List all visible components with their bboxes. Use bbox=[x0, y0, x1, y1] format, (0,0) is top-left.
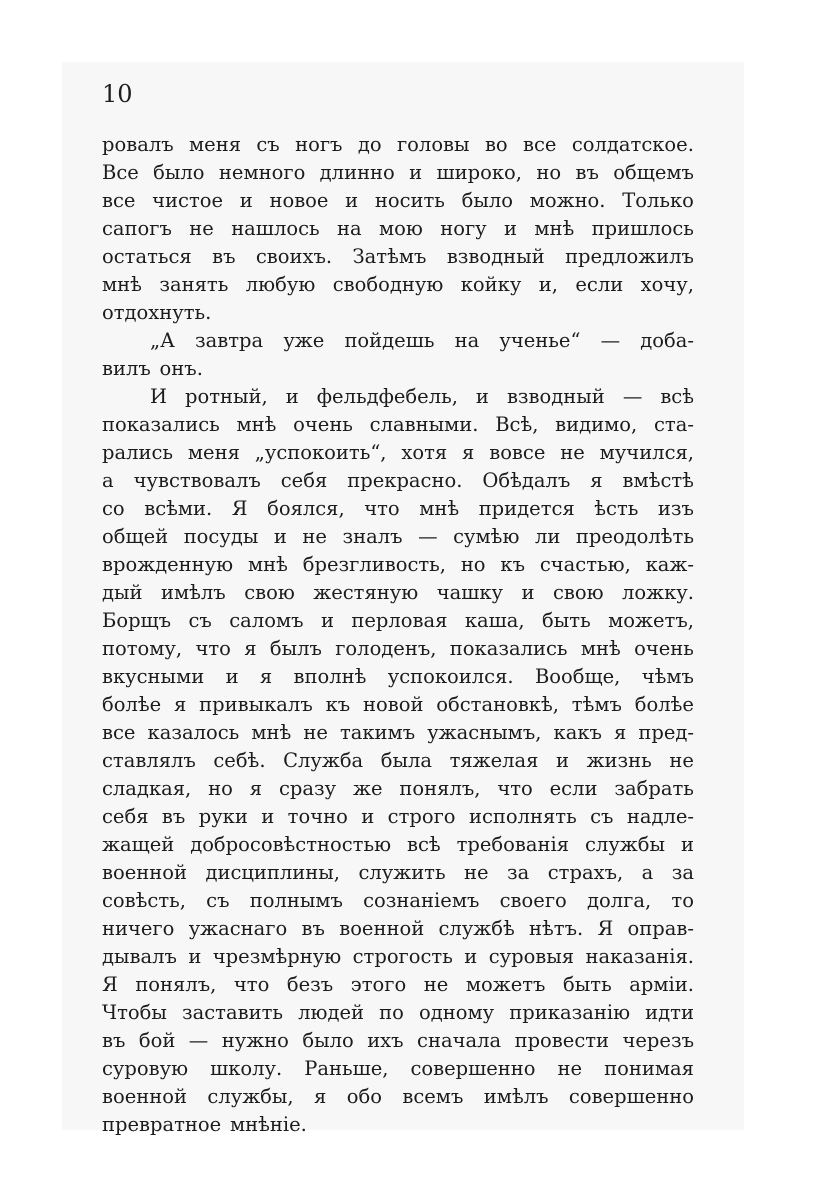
text-line: Я понялъ, что безъ этого не можетъ быть арміи. bbox=[102, 973, 694, 996]
body-text bbox=[102, 131, 694, 1139]
text-line: ставлялъ себѣ. Служба была тяжелая и жизнь не bbox=[102, 749, 694, 772]
text-line: себя въ руки и точно и строго исполнять съ надле- bbox=[102, 805, 694, 828]
text-line: рались меня „успокоить“, хотя я вовсе не мучился, bbox=[102, 441, 694, 464]
text-line: Все было немного длинно и широко, но въ общемъ bbox=[102, 161, 694, 184]
text-line: жащей добросовѣстностью всѣ требованія службы и bbox=[102, 833, 694, 856]
text-line: вкусными и я вполнѣ успокоился. Вообще, чѣмъ bbox=[102, 665, 694, 688]
text-line: все чистое и новое и носить было можно. Только bbox=[102, 189, 694, 212]
text-line: дый имѣлъ свою жестяную чашку и свою ложку. bbox=[102, 581, 694, 604]
text-line: показались мнѣ очень славными. Всѣ, видимо, ста- bbox=[102, 413, 694, 436]
text-line: сладкая, но я сразу же понялъ, что если забрать bbox=[102, 777, 694, 800]
text-line: дывалъ и чрезмѣрную строгость и суровыя наказанія. bbox=[102, 945, 694, 968]
text-line: И ротный, и фельдфебель, и взводный — всѣ bbox=[150, 385, 694, 408]
text-line: ровалъ меня съ ногъ до головы во все солдатское. bbox=[102, 133, 694, 156]
text-line: все казалось мнѣ не такимъ ужаснымъ, какъ я пред- bbox=[102, 721, 694, 744]
page-number: 10 bbox=[102, 80, 133, 108]
text-line: въ бой — нужно было ихъ сначала провести черезъ bbox=[102, 1029, 694, 1052]
text-line: общей посуды и не зналъ — сумѣю ли преодолѣть bbox=[102, 525, 694, 548]
text-line: военной дисциплины, служить не за страхъ, а за bbox=[102, 861, 694, 884]
text-line: Чтобы заставить людей по одному приказанію идти bbox=[102, 1001, 694, 1024]
text-line: совѣсть, съ полнымъ сознаніемъ своего долга, то bbox=[102, 889, 694, 912]
text-line: отдохнуть. bbox=[102, 301, 212, 324]
text-line: сапогъ не нашлось на мою ногу и мнѣ пришлось bbox=[102, 217, 694, 240]
text-line: вилъ онъ. bbox=[102, 357, 203, 380]
text-line: болѣе я привыкалъ къ новой обстановкѣ, тѣмъ болѣе bbox=[102, 693, 694, 716]
text-line: военной службы, я обо всемъ имѣлъ совершенно bbox=[102, 1085, 694, 1108]
text-line: Борщъ съ саломъ и перловая каша, быть можетъ, bbox=[102, 609, 694, 632]
text-line: превратное мнѣніе. bbox=[102, 1113, 307, 1136]
text-line: остаться въ своихъ. Затѣмъ взводный предложилъ bbox=[102, 245, 694, 268]
text-line: со всѣми. Я боялся, что мнѣ придется ѣсть изъ bbox=[102, 497, 694, 520]
text-line: „А завтра уже пойдешь на ученье“ — доба- bbox=[150, 329, 694, 352]
text-line: мнѣ занять любую свободную койку и, если хочу, bbox=[102, 273, 694, 296]
text-line: потому, что я былъ голоденъ, показались мнѣ очень bbox=[102, 637, 694, 660]
text-line: а чувствовалъ себя прекрасно. Обѣдалъ я вмѣстѣ bbox=[102, 469, 694, 492]
text-line: ничего ужаснаго въ военной службѣ нѣтъ. Я оправ- bbox=[102, 917, 694, 940]
text-line: суровую школу. Раньше, совершенно не понимая bbox=[102, 1057, 694, 1080]
text-line: врожденную мнѣ брезгливость, но къ счастью, каж- bbox=[102, 553, 694, 576]
